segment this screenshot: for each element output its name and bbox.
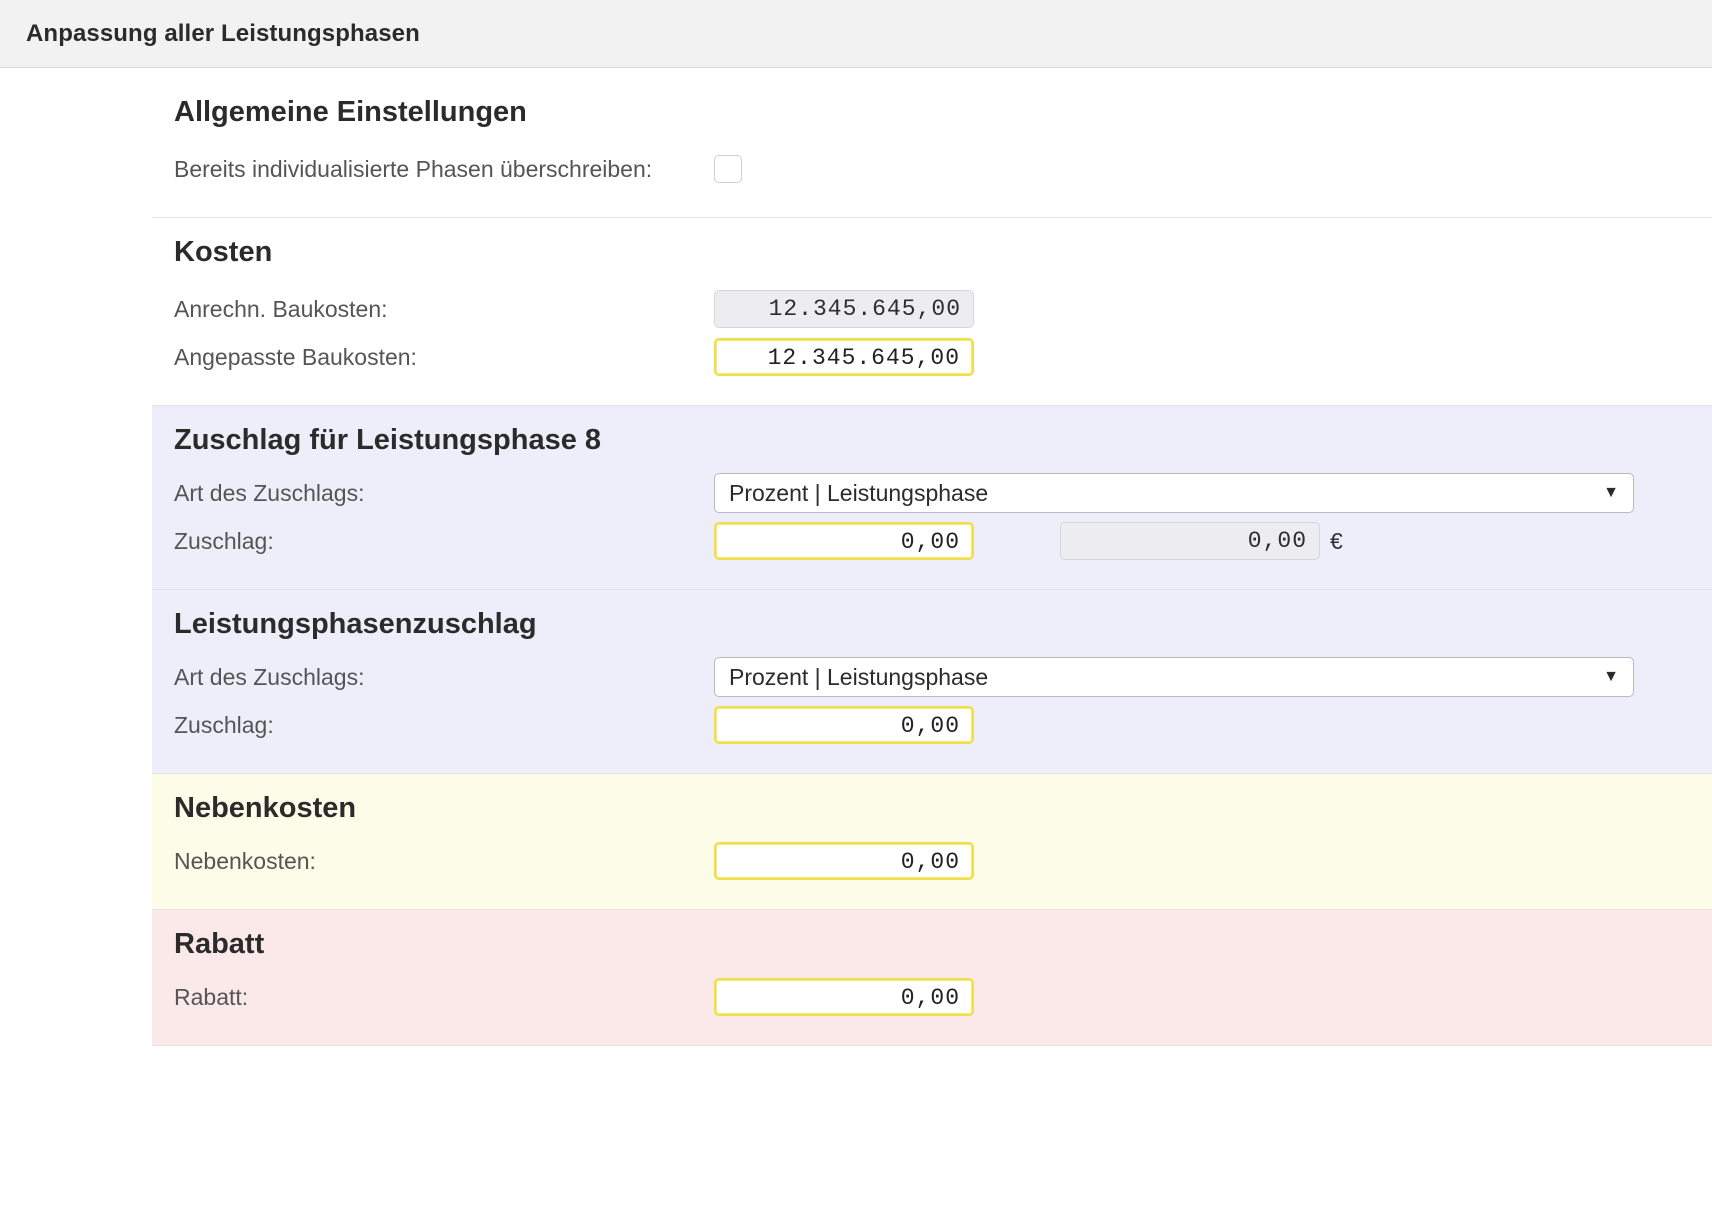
label-zuschlag-lpz: Zuschlag: xyxy=(174,711,274,738)
row-ueberschreiben xyxy=(174,147,1712,191)
row-art-des-zuschlags-lph8 xyxy=(174,471,1712,515)
label-rabatt: Rabatt: xyxy=(174,983,249,1010)
checkbox-ueberschreiben[interactable] xyxy=(714,155,742,183)
window-title: Anpassung aller Leistungsphasen xyxy=(26,19,420,47)
section-heading: Kosten xyxy=(174,236,273,268)
section-heading: Leistungsphasenzuschlag xyxy=(174,608,537,640)
section-heading: Rabatt xyxy=(174,928,265,960)
label-art-des-zuschlags-lpz: Art des Zuschlags: xyxy=(174,663,365,690)
label-art-des-zuschlags-lph8: Art des Zuschlags: xyxy=(174,479,365,506)
row-anrechn-baukosten xyxy=(174,287,1712,331)
window-titlebar xyxy=(0,0,1712,68)
select-value: Prozent | Leistungsphase xyxy=(729,663,989,690)
section-kosten xyxy=(152,218,1712,406)
field-zuschlag-lpz[interactable]: 0,00 xyxy=(714,706,974,744)
label-zuschlag-lph8: Zuschlag: xyxy=(174,527,274,554)
section-heading: Allgemeine Einstellungen xyxy=(174,96,527,128)
label-angepasste-baukosten: Angepasste Baukosten: xyxy=(174,343,417,370)
row-nebenkosten xyxy=(174,839,1712,883)
settings-form xyxy=(0,68,1712,1046)
currency-unit: € xyxy=(1330,527,1343,554)
field-rabatt[interactable]: 0,00 xyxy=(714,978,974,1016)
section-rabatt xyxy=(152,910,1712,1046)
section-heading: Nebenkosten xyxy=(174,792,357,824)
chevron-down-icon: ▼ xyxy=(1603,484,1619,501)
row-rabatt xyxy=(174,975,1712,1019)
label-anrechn-baukosten: Anrechn. Baukosten: xyxy=(174,295,388,322)
row-angepasste-baukosten xyxy=(174,335,1712,379)
label-nebenkosten: Nebenkosten: xyxy=(174,847,316,874)
label-ueberschreiben: Bereits individualisierte Phasen überschreiben: xyxy=(174,155,653,182)
field-zuschlag-lph8-betrag: 0,00 xyxy=(1060,522,1320,560)
field-angepasste-baukosten[interactable]: 12.345.645,00 xyxy=(714,338,974,376)
select-value: Prozent | Leistungsphase xyxy=(729,479,989,506)
field-anrechn-baukosten: 12.345.645,00 xyxy=(714,290,974,328)
row-art-des-zuschlags-lpz xyxy=(174,655,1712,699)
section-heading: Zuschlag für Leistungsphase 8 xyxy=(174,424,602,456)
section-leistungsphasenzuschlag xyxy=(152,590,1712,774)
field-zuschlag-lph8[interactable]: 0,00 xyxy=(714,522,974,560)
section-zuschlag-leistungsphase-8 xyxy=(152,406,1712,590)
section-allgemeine-einstellungen xyxy=(152,78,1712,218)
field-nebenkosten[interactable]: 0,00 xyxy=(714,842,974,880)
section-nebenkosten xyxy=(152,774,1712,910)
row-zuschlag-lph8 xyxy=(174,519,1712,563)
select-art-des-zuschlags-lph8[interactable] xyxy=(714,473,1634,513)
row-zuschlag-lpz xyxy=(174,703,1712,747)
chevron-down-icon: ▼ xyxy=(1603,668,1619,685)
select-art-des-zuschlags-lpz[interactable] xyxy=(714,657,1634,697)
